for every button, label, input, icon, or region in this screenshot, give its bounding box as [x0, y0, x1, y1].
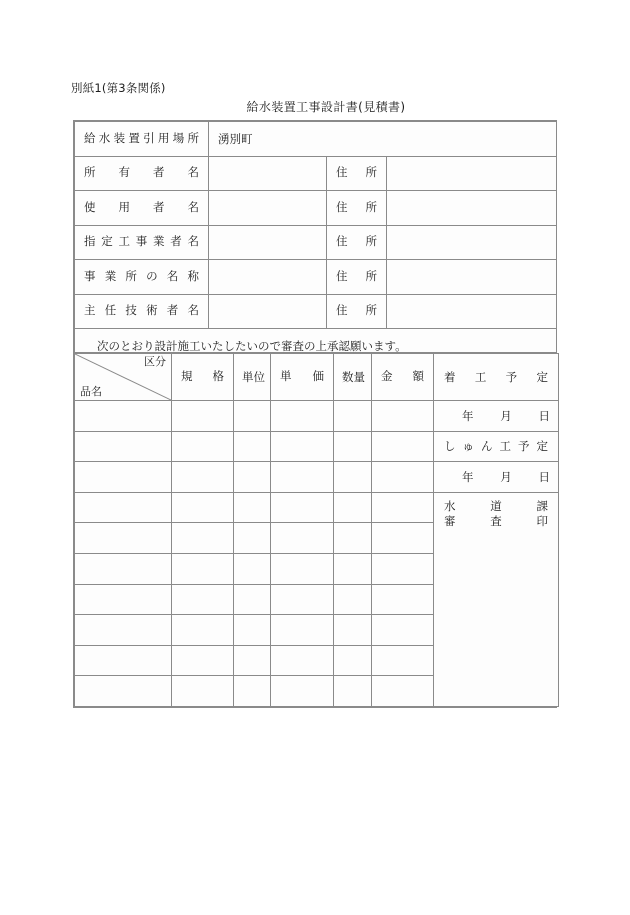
quantity-cell[interactable]: [334, 584, 372, 615]
office-address-value-cell[interactable]: [387, 260, 557, 295]
unit-price-cell[interactable]: [271, 523, 334, 554]
approval-statement: 次のとおり設計施工いたしたいので審査の上承認願います。: [97, 338, 407, 353]
unit-price-cell[interactable]: [271, 431, 334, 462]
specification-cell[interactable]: [172, 615, 234, 646]
table-row: [75, 260, 557, 295]
quantity-cell[interactable]: [334, 553, 372, 584]
item-name-cell[interactable]: [75, 431, 172, 462]
column-header-label: 単 価: [280, 369, 324, 384]
user-address-value-cell[interactable]: [387, 191, 557, 226]
unit-cell[interactable]: [234, 523, 271, 554]
document-reference-label: 別紙1(第3条関係): [71, 81, 166, 95]
quantity-cell[interactable]: [334, 462, 372, 493]
user-address-label-cell: [327, 191, 387, 226]
construction-start-label: 着工予定: [444, 370, 548, 384]
address-label: 住 所: [336, 199, 377, 214]
table-row: [75, 294, 557, 329]
unit-cell[interactable]: [234, 645, 271, 676]
contractor-address-value-cell[interactable]: [387, 225, 557, 260]
amount-cell[interactable]: [372, 492, 434, 523]
column-header-amount: [372, 354, 434, 401]
column-header-label: 数量: [342, 370, 365, 384]
owner-address-label-cell: [327, 156, 387, 191]
unit-price-cell[interactable]: [271, 584, 334, 615]
unit-price-cell[interactable]: [271, 553, 334, 584]
chief-engineer-value-cell[interactable]: [209, 294, 327, 329]
table-row: [75, 431, 559, 462]
chief-engineer-label-cell: [75, 294, 209, 329]
unit-price-cell[interactable]: [271, 401, 334, 432]
review-seal-label: 審査印: [444, 514, 548, 529]
unit-cell[interactable]: [234, 462, 271, 493]
contractor-name-value-cell[interactable]: [209, 225, 327, 260]
contractor-address-label-cell: [327, 225, 387, 260]
quantity-cell[interactable]: [334, 401, 372, 432]
location-value: 湧別町: [218, 131, 253, 146]
specification-cell[interactable]: [172, 676, 234, 707]
table-row: [75, 492, 559, 523]
column-header-label: 規 格: [181, 369, 224, 384]
unit-price-cell[interactable]: [271, 645, 334, 676]
unit-cell[interactable]: [234, 401, 271, 432]
column-header-label: 単位: [242, 370, 265, 384]
unit-cell[interactable]: [234, 492, 271, 523]
construction-finish-date-cell[interactable]: [434, 462, 559, 493]
user-name-value-cell[interactable]: [209, 191, 327, 226]
column-header-quantity: [334, 354, 372, 401]
amount-cell[interactable]: [372, 462, 434, 493]
item-name-cell[interactable]: [75, 462, 172, 493]
unit-cell[interactable]: [234, 431, 271, 462]
quantity-cell[interactable]: [334, 523, 372, 554]
unit-price-cell[interactable]: [271, 676, 334, 707]
applicant-info-table: [73, 120, 557, 365]
owner-name-label: 所 有 者 名: [84, 165, 199, 180]
item-name-cell[interactable]: [75, 584, 172, 615]
amount-cell[interactable]: [372, 553, 434, 584]
table-header-row: [75, 354, 559, 401]
amount-cell[interactable]: [372, 676, 434, 707]
specification-cell[interactable]: [172, 431, 234, 462]
quantity-cell[interactable]: [334, 676, 372, 707]
document-title: 給水装置工事設計書(見積書): [246, 100, 406, 114]
chief-engineer-address-label-cell: [327, 294, 387, 329]
table-row: [75, 462, 559, 493]
location-label: 給水装置引用場所: [84, 130, 199, 145]
unit-price-cell[interactable]: [271, 462, 334, 493]
column-header-unit: [234, 354, 271, 401]
unit-cell[interactable]: [234, 676, 271, 707]
quantity-cell[interactable]: [334, 615, 372, 646]
unit-price-cell[interactable]: [271, 615, 334, 646]
contractor-name-label-cell: [75, 225, 209, 260]
address-label: 住 所: [336, 303, 377, 318]
specification-cell[interactable]: [172, 553, 234, 584]
quantity-cell[interactable]: [334, 645, 372, 676]
construction-finish-date: 年 月 日: [462, 469, 550, 484]
location-value-cell[interactable]: [209, 122, 557, 157]
category-item-diagonal-header: [75, 354, 172, 401]
contractor-name-label: 指定工事業者名: [84, 234, 199, 249]
specification-cell[interactable]: [172, 462, 234, 493]
owner-name-value-cell[interactable]: [209, 156, 327, 191]
amount-cell[interactable]: [372, 645, 434, 676]
amount-cell[interactable]: [372, 431, 434, 462]
address-label: 住 所: [336, 165, 377, 180]
amount-cell[interactable]: [372, 401, 434, 432]
item-name-cell[interactable]: [75, 615, 172, 646]
address-label: 住 所: [336, 234, 377, 249]
owner-name-label-cell: [75, 156, 209, 191]
specification-cell[interactable]: [172, 401, 234, 432]
location-label-cell: [75, 122, 209, 157]
table-row: [75, 401, 559, 432]
office-name-label: 事業所の名称: [84, 268, 199, 283]
unit-cell[interactable]: [234, 553, 271, 584]
amount-cell[interactable]: [372, 615, 434, 646]
item-name-cell[interactable]: [75, 401, 172, 432]
schedule-finish-label-cell: [434, 431, 559, 462]
category-label: 区分: [144, 355, 166, 368]
unit-cell[interactable]: [234, 584, 271, 615]
column-header-specification: [172, 354, 234, 401]
specification-cell[interactable]: [172, 645, 234, 676]
specification-cell[interactable]: [172, 492, 234, 523]
user-name-label: 使 用 者 名: [84, 199, 199, 214]
amount-cell[interactable]: [372, 584, 434, 615]
quantity-cell[interactable]: [334, 431, 372, 462]
table-row: [75, 191, 557, 226]
quantity-cell[interactable]: [334, 492, 372, 523]
item-name-label: 品名: [80, 384, 102, 398]
stamp-box-text: [434, 499, 558, 530]
office-address-label-cell: [327, 260, 387, 295]
chief-engineer-address-value-cell[interactable]: [387, 294, 557, 329]
office-name-value-cell[interactable]: [209, 260, 327, 295]
construction-start-date: 年 月 日: [462, 408, 550, 423]
chief-engineer-label: 主任技術者名: [84, 303, 199, 318]
construction-finish-label: しゅん工予定: [444, 439, 548, 454]
water-department-stamp-box[interactable]: [434, 492, 559, 706]
item-name-cell[interactable]: [75, 523, 172, 554]
specification-cell[interactable]: [172, 584, 234, 615]
item-name-cell[interactable]: [75, 553, 172, 584]
office-name-label-cell: [75, 260, 209, 295]
specification-cell[interactable]: [172, 523, 234, 554]
table-row: [75, 225, 557, 260]
construction-start-date-cell[interactable]: [434, 401, 559, 432]
schedule-start-label-cell: [434, 354, 559, 401]
item-name-cell[interactable]: [75, 676, 172, 707]
unit-price-cell[interactable]: [271, 492, 334, 523]
unit-cell[interactable]: [234, 615, 271, 646]
column-header-unit-price: [271, 354, 334, 401]
water-department-label: 水道課: [444, 498, 548, 513]
user-name-label-cell: [75, 191, 209, 226]
item-name-cell[interactable]: [75, 645, 172, 676]
address-label: 住 所: [336, 268, 377, 283]
amount-cell[interactable]: [372, 523, 434, 554]
estimate-item-table: [73, 352, 557, 708]
item-name-cell[interactable]: [75, 492, 172, 523]
owner-address-value-cell[interactable]: [387, 156, 557, 191]
table-row-location: [75, 122, 557, 157]
table-row: [75, 156, 557, 191]
column-header-label: 金 額: [381, 369, 424, 384]
